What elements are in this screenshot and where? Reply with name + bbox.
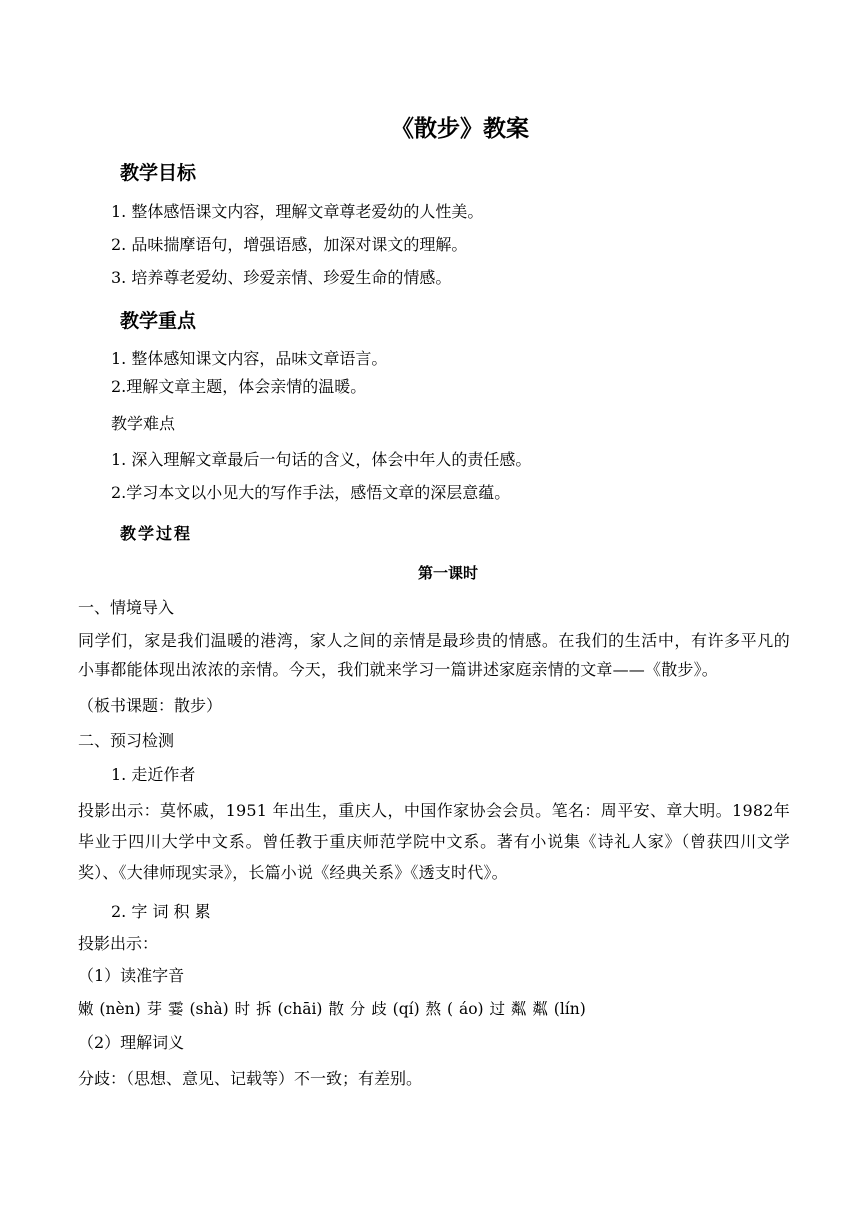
objectives-heading: 教学目标	[120, 162, 197, 184]
difficulties-heading: 教学难点	[111, 414, 176, 433]
difficulty-item-2: 2.学习本文以小见大的写作手法，感悟文章的深层意蕴。	[111, 483, 511, 502]
section-intro-heading: 一、情境导入	[78, 598, 175, 617]
author-item-heading: 1. 走近作者	[111, 765, 196, 784]
key-points-heading: 教学重点	[120, 310, 197, 332]
objective-item-3: 3. 培养尊老爱幼、珍爱亲情、珍爱生命的情感。	[111, 268, 452, 287]
author-paragraph: 投影出示：莫怀戚，1951 年出生，重庆人，中国作家协会会员。笔名：周平安、章大明。1982年毕业于四川大学中文系。曾任教于重庆师范学院中文系。著有小说集《诗礼人家》（曾获四川文学奖）、《大律师现实录》，长篇小说《经典关系》《透支时代》。	[78, 801, 790, 882]
key-point-item-1: 1. 整体感知课文内容，品味文章语言。	[111, 349, 388, 368]
process-heading: 教学过程	[120, 524, 193, 543]
key-point-item-2: 2.理解文章主题，体会亲情的温暖。	[111, 377, 367, 396]
lesson-subheading: 第一课时	[417, 564, 478, 582]
pronunciation-heading: （1）读准字音	[78, 966, 185, 985]
meaning-heading: （2）理解词义	[78, 1033, 185, 1052]
intro-paragraph: 同学们，家是我们温暖的港湾，家人之间的亲情是最珍贵的情感。在我们的生活中，有许多平凡的小事都能体现出浓浓的亲情。今天，我们就来学习一篇讲述家庭亲情的文章——《散步》。	[78, 631, 790, 679]
definition-line: 分歧：（思想、意见、记载等）不一致；有差别。	[78, 1069, 423, 1088]
pinyin-line: 嫩 (nèn) 芽 霎 (shà) 时 拆 (chāi) 散 分 歧 (qí) 熬 ( áo) 过 粼 粼 (lín)	[78, 1000, 586, 1018]
board-note: （板书课题：散步）	[78, 696, 223, 715]
objective-item-2: 2. 品味揣摩语句，增强语感，加深对课文的理解。	[111, 235, 468, 254]
vocab-item-heading: 2. 字 词 积 累	[111, 902, 211, 921]
projection-label: 投影出示：	[78, 934, 159, 953]
difficulty-item-1: 1. 深入理解文章最后一句话的含义，体会中年人的责任感。	[111, 450, 532, 469]
section-preview-heading: 二、预习检测	[78, 731, 175, 750]
document-title: 《散步》教案	[391, 116, 529, 142]
objective-item-1: 1. 整体感悟课文内容，理解文章尊老爱幼的人性美。	[111, 202, 484, 221]
